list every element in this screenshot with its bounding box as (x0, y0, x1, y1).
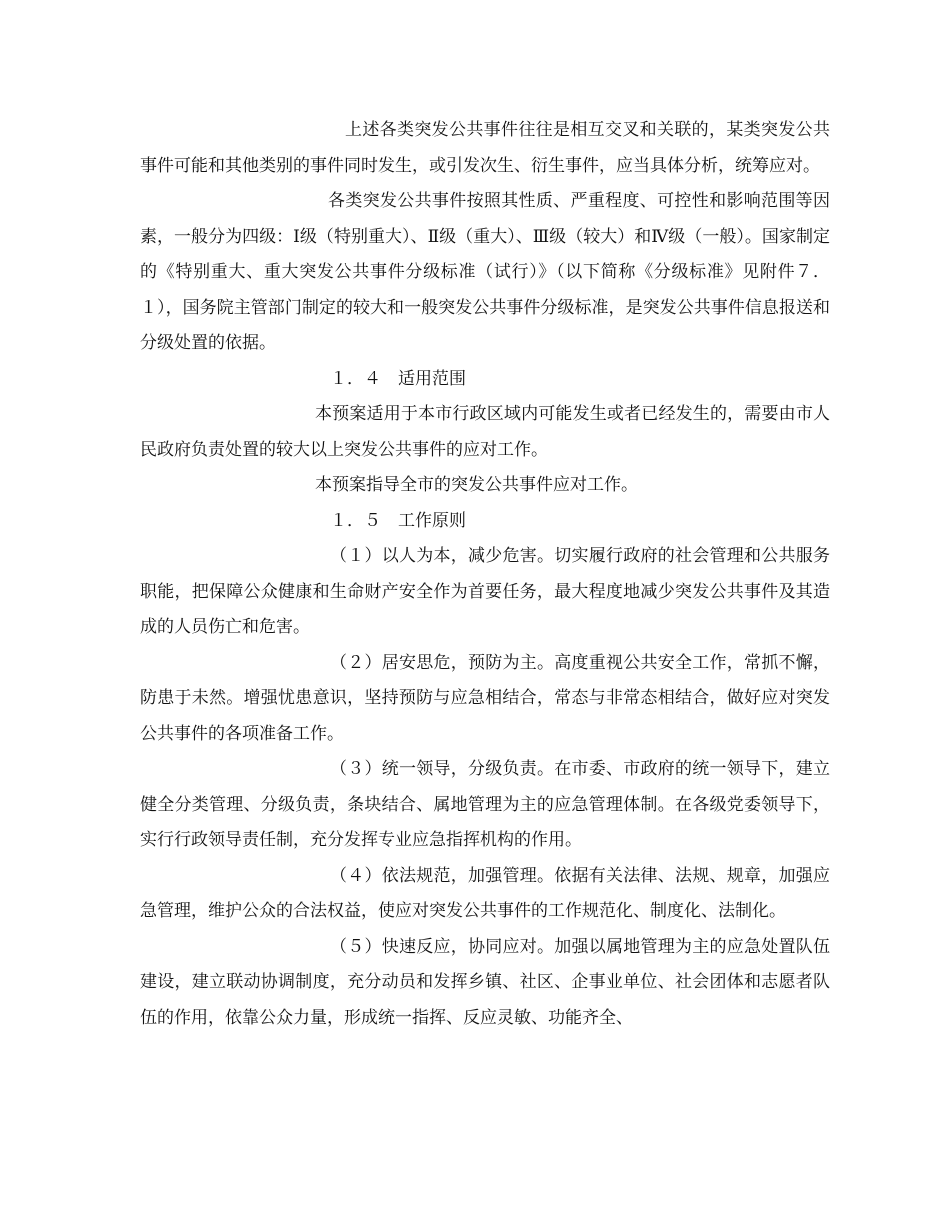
principle-item-5: （５）快速反应，协同应对。加强以属地管理为主的应急处置队伍建设，建立联动协调制度，充分动员和发挥乡镇、社区、企事业单位、社会团体和志愿者队伍的作用，依靠公众力量，形成统一指挥、反应灵敏、功能齐全、 (140, 936, 830, 1028)
paragraph-event-levels: 各类突发公共事件按照其性质、严重程度、可控性和影响范围等因素，一般分为四级：Ⅰ级（特别重大）、Ⅱ级（重大）、Ⅲ级（较大）和Ⅳ级（一般）。国家制定的《特别重大、重大突发公共事件分级标准（试行）》（以下简称《分级标准》见附件７．１），国务院主管部门制定的较大和一般突发公共事件分级标准，是突发公共事件信息报送和分级处置的依据。 (140, 191, 830, 353)
paragraph-event-interrelation: 上述各类突发公共事件往往是相互交叉和关联的，某类突发公共事件可能和其他类别的事件同时发生，或引发次生、衍生事件，应当具体分析，统筹应对。 (140, 120, 830, 176)
paragraph-guidance: 本预案指导全市的突发公共事件应对工作。 (315, 475, 638, 495)
principle-item-3: （３）统一领导，分级负责。在市委、市政府的统一领导下，建立健全分类管理、分级负责，条块结合、属地管理为主的应急管理体制。在各级党委领导下，实行行政领导责任制，充分发挥专业应急指挥机构的作用。 (140, 759, 830, 850)
document-body (140, 113, 830, 1036)
section-heading-principles: １．５ 工作原则 (330, 510, 466, 531)
paragraph-scope: 本预案适用于本市行政区域内可能发生或者已经发生的，需要由市人民政府负责处置的较大以上突发公共事件的应对工作。 (140, 404, 830, 460)
principle-item-4: （４）依法规范，加强管理。依据有关法律、法规、规章，加强应急管理，维护公众的合法权益，使应对突发公共事件的工作规范化、制度化、法制化。 (140, 865, 830, 921)
section-heading-scope: １．４ 适用范围 (330, 368, 466, 389)
principle-item-1: （１）以人为本，减少危害。切实履行政府的社会管理和公共服务职能，把保障公众健康和生命财产安全作为首要任务，最大程度地减少突发公共事件及其造成的人员伤亡和危害。 (140, 546, 830, 637)
principle-item-2: （２）居安思危，预防为主。高度重视公共安全工作，常抓不懈，防患于未然。增强忧患意识，坚持预防与应急相结合，常态与非常态相结合，做好应对突发公共事件的各项准备工作。 (140, 652, 830, 744)
